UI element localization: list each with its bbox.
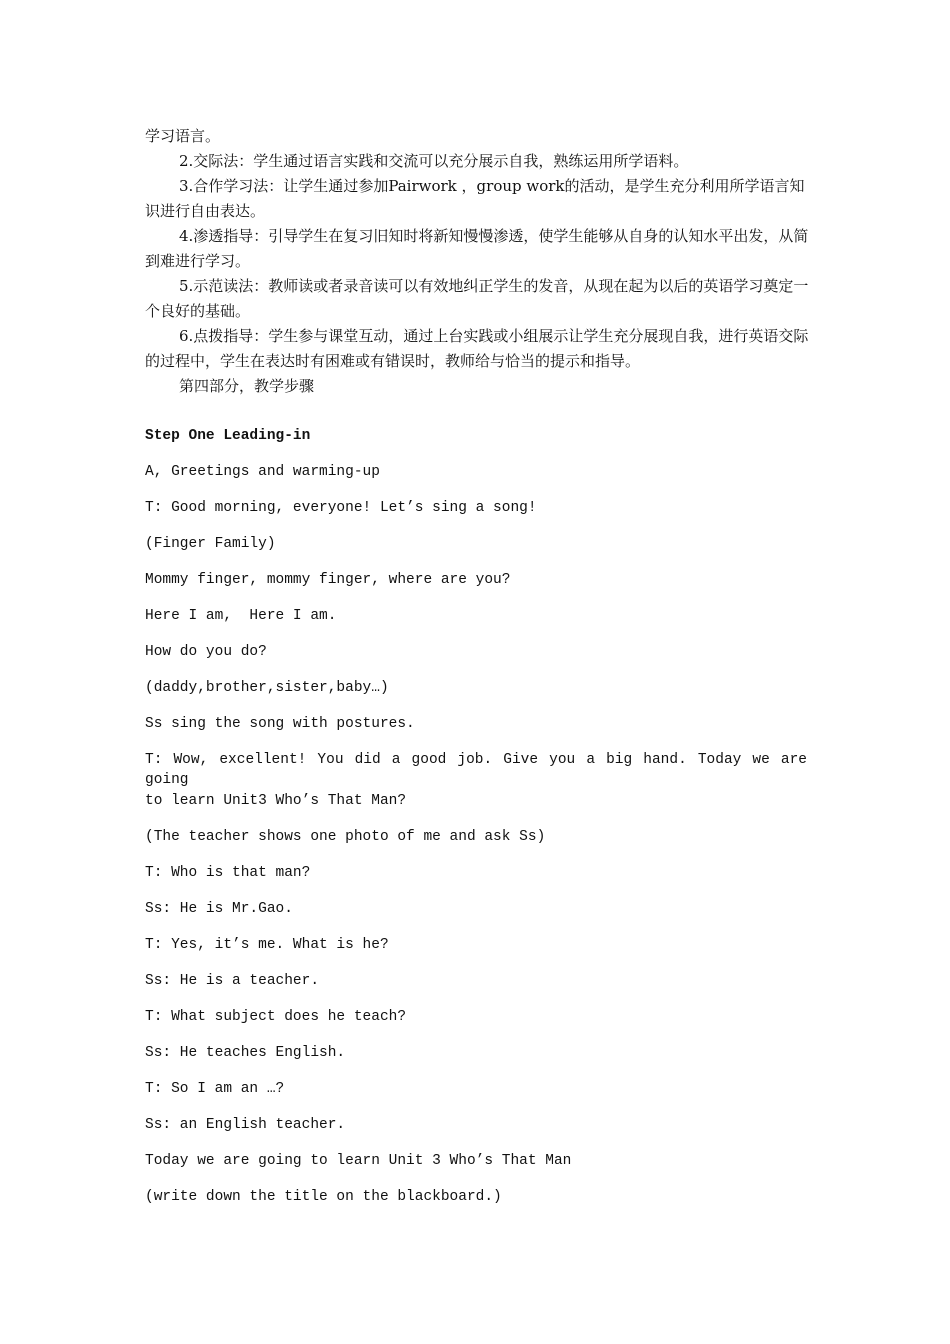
method-paragraph-guidance: 6.点拨指导：学生参与课堂互动，通过上台实践或小组展示让学生充分展现自我，进行英语交际的过程中，学生在表达时有困难或有错误时，教师给与恰当的提示和指导。 [145, 327, 809, 370]
lesson-line: T: Wow, excellent! You did a good job. Give you a big hand. Today we are going [145, 752, 807, 788]
lesson-line: to learn Unit3 Who’s That Man? [145, 793, 407, 809]
lesson-line: T: Who is that man? [145, 865, 311, 881]
lesson-line: Ss: an English teacher. [145, 1117, 346, 1133]
method-paragraph-infiltration: 4.渗透指导：引导学生在复习旧知时将新知慢慢渗透，使学生能够从自身的认知水平出发，从简到难进行学习。 [145, 227, 809, 270]
lesson-line: (write down the title on the blackboard.) [145, 1189, 502, 1205]
lesson-line: (Finger Family) [145, 536, 276, 552]
lesson-line: Ss: He is a teacher. [145, 973, 320, 989]
lesson-line: T: So I am an …? [145, 1081, 285, 1097]
method-paragraph-cooperative: 3.合作学习法：让学生通过参加Pairwork ，group work的活动，是学生充分利用所学语言知识进行自由表达。 [145, 177, 805, 220]
lesson-line: (daddy,brother,sister,baby…) [145, 680, 389, 696]
lesson-line: Today we are going to learn Unit 3 Who’s That Man [145, 1153, 572, 1169]
lesson-line: A, Greetings and warming-up [145, 464, 380, 480]
lesson-line: Ss: He is Mr.Gao. [145, 901, 293, 917]
lesson-line: (The teacher shows one photo of me and ask Ss) [145, 829, 546, 845]
step-title: Step One Leading-in [145, 428, 311, 444]
lesson-line: T: Yes, it’s me. What is he? [145, 937, 389, 953]
lesson-line: Ss: He teaches English. [145, 1045, 346, 1061]
lesson-line: T: Good morning, everyone! Let’s sing a song! [145, 500, 537, 516]
lesson-line: Ss sing the song with postures. [145, 716, 415, 732]
lesson-line: Mommy finger, mommy finger, where are you? [145, 572, 511, 588]
section-heading-teaching-steps: 第四部分，教学步骤 [179, 377, 315, 395]
lesson-line: How do you do? [145, 644, 267, 660]
method-paragraph-communicative: 2.交际法：学生通过语言实践和交流可以充分展示自我，熟练运用所学语料。 [179, 152, 689, 170]
method-paragraph-demonstration: 5.示范读法：教师读或者录音读可以有效地纠正学生的发音，从现在起为以后的英语学习奠定一个良好的基础。 [145, 277, 809, 320]
method-paragraph-continuation: 学习语言。 [145, 127, 221, 145]
lesson-line: Here I am, Here I am. [145, 608, 337, 624]
lesson-line: T: What subject does he teach? [145, 1009, 407, 1025]
